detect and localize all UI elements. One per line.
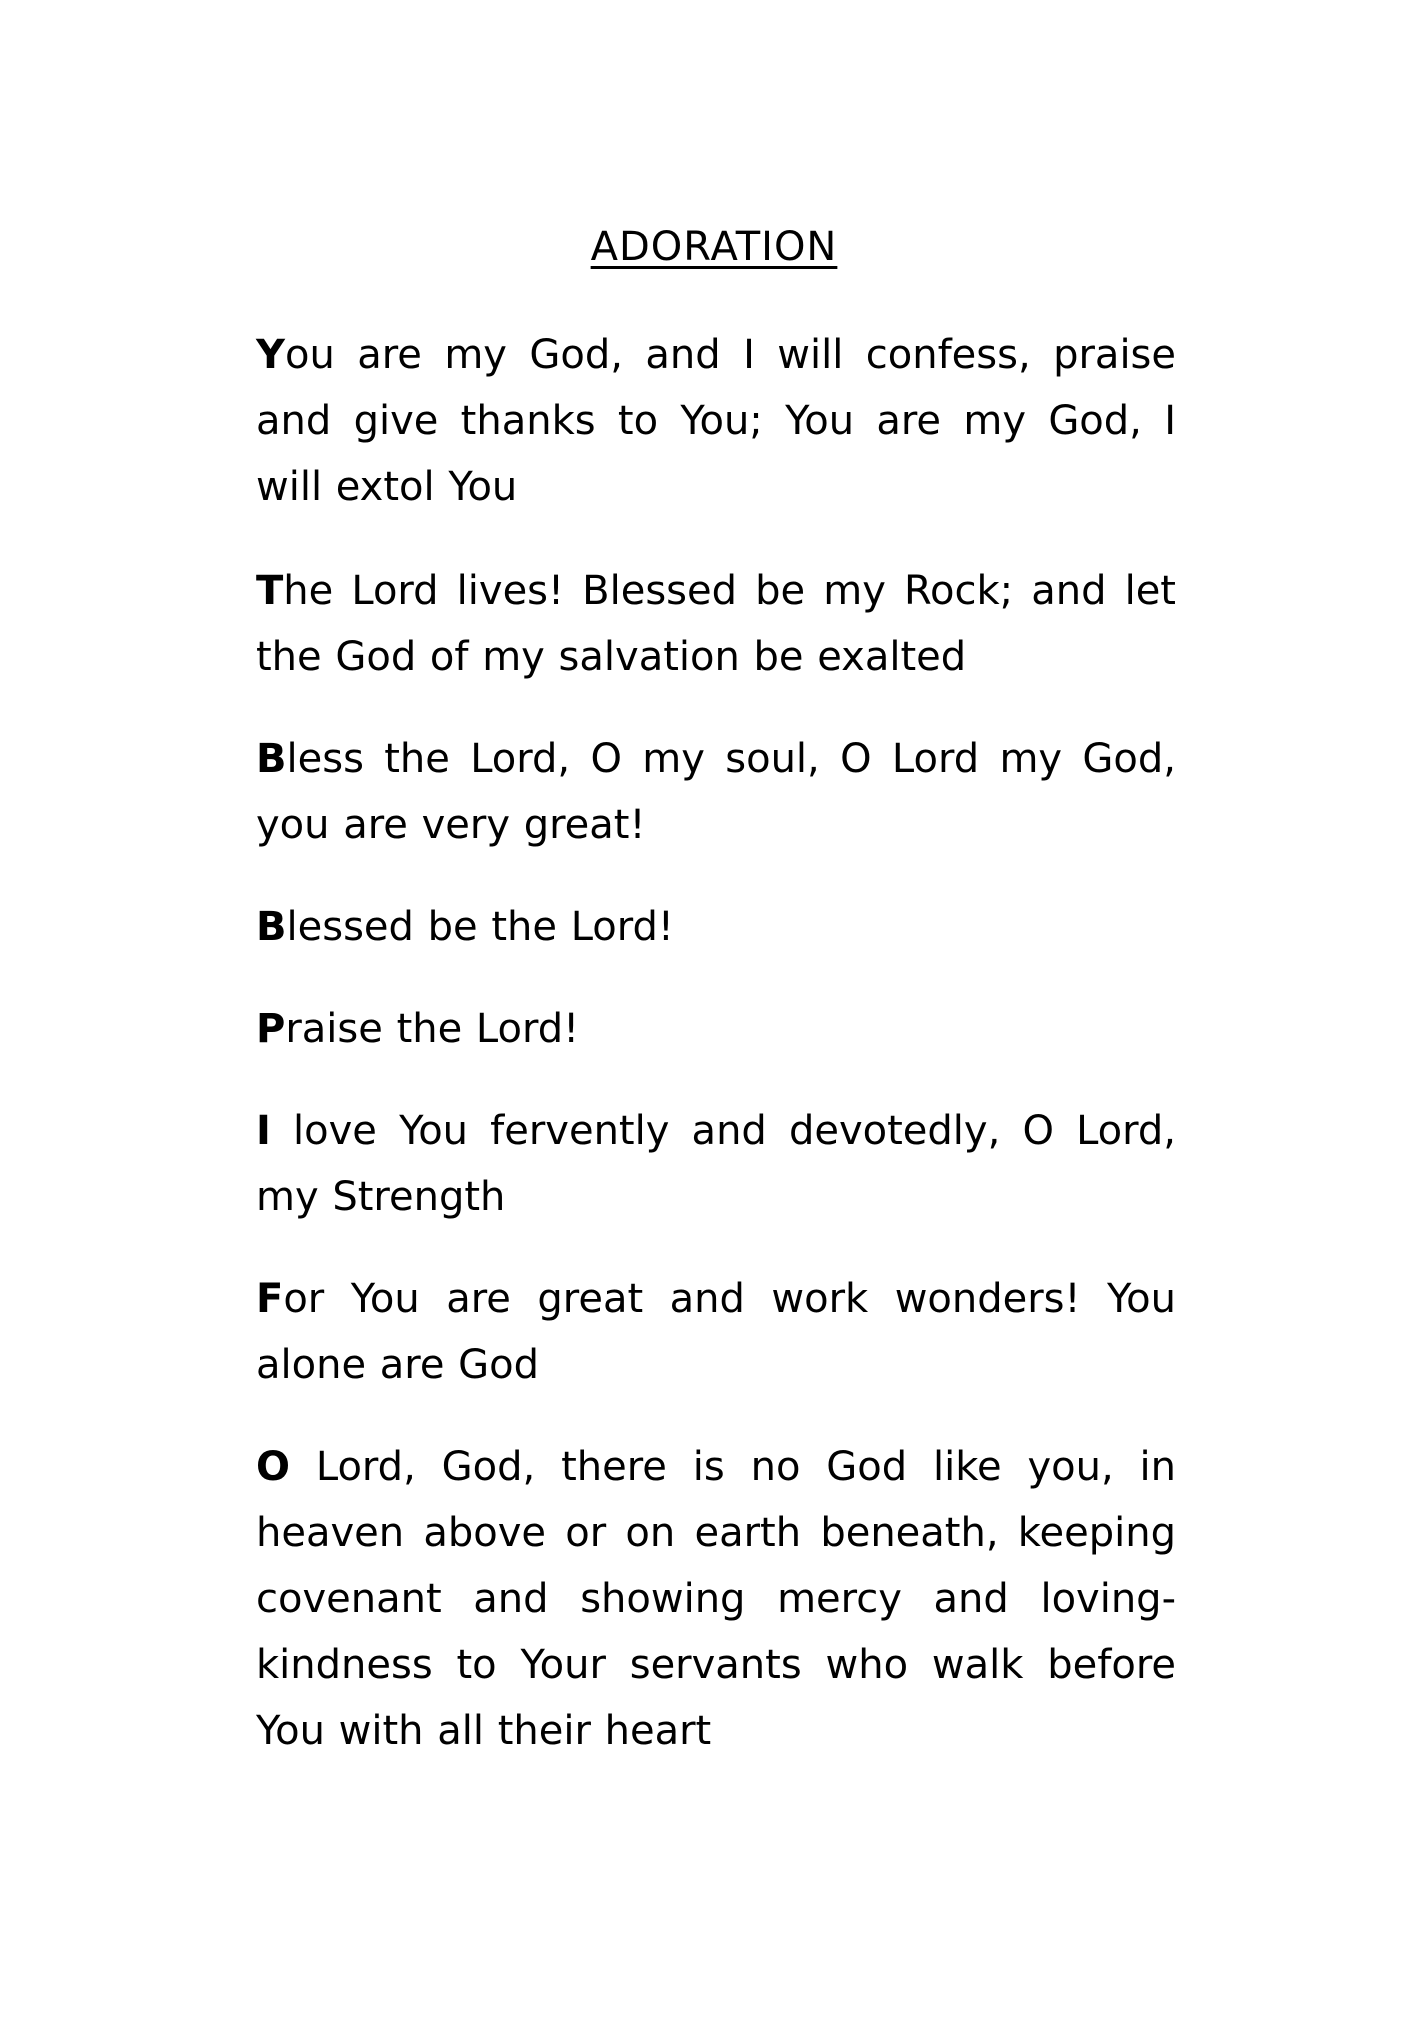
prayer-paragraph-4 [256, 894, 1176, 960]
paragraph-initial: I [256, 1108, 271, 1154]
prayer-paragraph-8 [256, 1434, 1176, 1764]
paragraph-text: he Lord lives! Blessed be my Rock; and let the God of my salvation be exalted [256, 568, 1176, 680]
paragraph-initial: P [256, 1006, 286, 1052]
prayer-paragraph-1 [256, 322, 1176, 520]
paragraph-text: lessed be the Lord! [286, 904, 674, 950]
prayer-paragraph-2 [256, 558, 1176, 690]
prayer-paragraph-5 [256, 996, 1176, 1062]
paragraph-text: Lord, God, there is no God like you, in heaven above or on earth beneath, keeping covenant and showing mercy and loving-kindness to Your servants who walk before You with all their heart [256, 1444, 1176, 1754]
paragraph-initial: F [256, 1276, 284, 1322]
paragraph-initial: Y [256, 332, 285, 378]
paragraph-initial: O [256, 1444, 291, 1490]
prayer-paragraph-7 [256, 1266, 1176, 1398]
paragraph-text: raise the Lord! [285, 1006, 580, 1052]
page-title: ADORATION [590, 224, 838, 270]
paragraph-initial: T [256, 568, 284, 614]
prayer-paragraph-6 [256, 1098, 1176, 1230]
prayer-paragraph-3 [256, 726, 1176, 858]
paragraph-text: less the Lord, O my soul, O Lord my God, you are very great! [256, 736, 1176, 848]
paragraph-initial: B [256, 904, 287, 950]
paragraph-initial: B [256, 736, 287, 782]
paragraph-text: love You fervently and devotedly, O Lord, my Strength [256, 1108, 1176, 1220]
paragraph-text: ou are my God, and I will confess, praise and give thanks to You; You are my God, I will extol You [256, 332, 1176, 510]
paragraph-text: or You are great and work wonders! You alone are God [256, 1276, 1176, 1388]
